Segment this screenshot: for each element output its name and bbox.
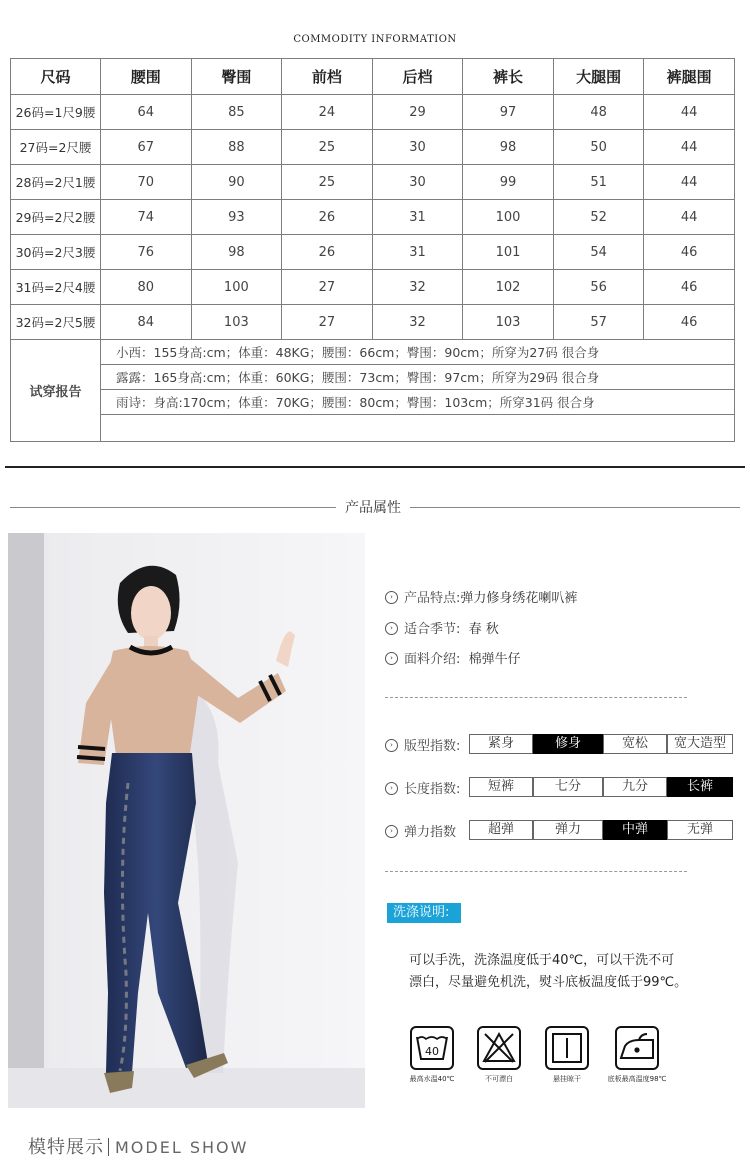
- index-label: 版型指数:: [404, 739, 461, 754]
- measure-cell: 26: [282, 200, 373, 235]
- table-row: [11, 165, 735, 200]
- measure-cell: 70: [101, 165, 192, 200]
- column-header: 前档: [282, 59, 373, 95]
- column-header: 裤腿围: [644, 59, 735, 95]
- measure-cell: 93: [191, 200, 282, 235]
- index-option: 九分: [603, 777, 667, 797]
- wash-line: 可以手洗，洗涤温度低于40℃，可以干洗不可: [409, 953, 675, 968]
- table-row: [11, 130, 735, 165]
- measure-cell: 103: [463, 305, 554, 340]
- measure-cell: 50: [553, 130, 644, 165]
- table-row: [11, 200, 735, 235]
- empty-cell: [101, 415, 735, 442]
- iron-icon: [615, 1026, 659, 1070]
- column-header: 裤长: [463, 59, 554, 95]
- size-cell: 28码=2尺1腰: [11, 165, 101, 200]
- size-cell: 32码=2尺5腰: [11, 305, 101, 340]
- feature-value: 春 秋: [468, 622, 499, 637]
- measure-cell: 31: [372, 235, 463, 270]
- size-cell: 29码=2尺2腰: [11, 200, 101, 235]
- measure-cell: 44: [644, 165, 735, 200]
- table-row: [11, 95, 735, 130]
- trial-row: [11, 340, 735, 365]
- measure-cell: 46: [644, 270, 735, 305]
- measure-cell: 88: [191, 130, 282, 165]
- index-option: 长裤: [667, 777, 733, 797]
- measure-cell: 54: [553, 235, 644, 270]
- feature-label: 产品特点:: [404, 591, 461, 606]
- measure-cell: 51: [553, 165, 644, 200]
- model-show-en: MODEL SHOW: [115, 1138, 249, 1157]
- model-photo: [8, 533, 365, 1108]
- chevron-circle-icon: ›: [385, 652, 398, 665]
- measure-cell: 90: [191, 165, 282, 200]
- index-option: 七分: [533, 777, 603, 797]
- care-item-bleach: [469, 1026, 529, 1084]
- wash-instructions: [409, 950, 687, 994]
- table-row: [11, 270, 735, 305]
- chevron-circle-icon: ›: [385, 782, 398, 795]
- attributes-header: [0, 497, 750, 517]
- measure-cell: 24: [282, 95, 373, 130]
- size-cell: 26码=1尺9腰: [11, 95, 101, 130]
- column-header: 大腿围: [553, 59, 644, 95]
- measure-cell: 27: [282, 305, 373, 340]
- index-option: 短裤: [469, 777, 533, 797]
- trial-report-line: 露露：165身高:cm；体重：60KG；腰围：73cm；臀围：97cm；所穿为29码 很合身: [101, 365, 735, 390]
- index-option: 宽大造型: [667, 734, 733, 754]
- attributes-title: 产品属性: [345, 500, 401, 516]
- chevron-circle-icon: ›: [385, 622, 398, 635]
- care-caption: 不可漂白: [485, 1075, 513, 1083]
- table-header-row: [11, 59, 735, 95]
- index-label: 长度指数:: [404, 782, 461, 797]
- measure-cell: 32: [372, 305, 463, 340]
- heading-separator: [108, 1138, 109, 1156]
- measure-cell: 48: [553, 95, 644, 130]
- measure-cell: 100: [191, 270, 282, 305]
- measure-cell: 99: [463, 165, 554, 200]
- hang-dry-icon: [545, 1026, 589, 1070]
- feature-row-2: [385, 618, 499, 637]
- feature-label: 适合季节:: [404, 622, 461, 637]
- measure-cell: 84: [101, 305, 192, 340]
- measure-cell: 102: [463, 270, 554, 305]
- measure-cell: 100: [463, 200, 554, 235]
- measure-cell: 98: [191, 235, 282, 270]
- index-option: 中弹: [603, 820, 667, 840]
- column-header: 臀围: [191, 59, 282, 95]
- trial-row: [11, 365, 735, 390]
- chevron-circle-icon: ›: [385, 825, 398, 838]
- wash-line: 漂白，尽量避免机洗，熨斗底板温度低于99℃。: [409, 975, 688, 990]
- column-header: 腰围: [101, 59, 192, 95]
- size-cell: 31码=2尺4腰: [11, 270, 101, 305]
- feature-row-3: [385, 648, 521, 667]
- chevron-circle-icon: ›: [385, 739, 398, 752]
- measure-cell: 46: [644, 305, 735, 340]
- index-option: 宽松: [603, 734, 667, 754]
- measure-cell: 25: [282, 165, 373, 200]
- chevron-circle-icon: ›: [385, 591, 398, 604]
- care-item-wash: [402, 1026, 462, 1084]
- measure-cell: 52: [553, 200, 644, 235]
- feature-value: 弹力修身绣花喇叭裤: [460, 591, 578, 606]
- measure-cell: 25: [282, 130, 373, 165]
- measure-cell: 44: [644, 130, 735, 165]
- care-item-iron: [607, 1026, 667, 1084]
- measure-cell: 85: [191, 95, 282, 130]
- measure-cell: 74: [101, 200, 192, 235]
- header-line-right: [410, 507, 740, 508]
- measure-cell: 30: [372, 130, 463, 165]
- svg-text:40: 40: [425, 1045, 439, 1058]
- trial-row-empty: [11, 415, 735, 442]
- column-header: 尺码: [11, 59, 101, 95]
- header-line-left: [10, 507, 336, 508]
- trial-row: [11, 390, 735, 415]
- measure-cell: 57: [553, 305, 644, 340]
- index-label: 弹力指数: [404, 825, 457, 840]
- measure-cell: 44: [644, 95, 735, 130]
- measure-cell: 76: [101, 235, 192, 270]
- measure-cell: 97: [463, 95, 554, 130]
- measure-cell: 27: [282, 270, 373, 305]
- measure-cell: 26: [282, 235, 373, 270]
- measure-cell: 30: [372, 165, 463, 200]
- index-option: 修身: [533, 734, 603, 754]
- measure-cell: 32: [372, 270, 463, 305]
- measure-cell: 29: [372, 95, 463, 130]
- measure-cell: 67: [101, 130, 192, 165]
- size-table: [10, 58, 735, 442]
- section-divider: [5, 466, 745, 468]
- care-caption: 悬挂晾干: [553, 1075, 581, 1083]
- feature-value: 棉弹牛仔: [468, 652, 521, 667]
- measure-cell: 103: [191, 305, 282, 340]
- measure-cell: 44: [644, 200, 735, 235]
- trial-report-label: 试穿报告: [11, 340, 101, 442]
- measure-cell: 98: [463, 130, 554, 165]
- measure-cell: 56: [553, 270, 644, 305]
- wash-40-icon: [410, 1026, 454, 1070]
- index-option: 弹力: [533, 820, 603, 840]
- index-option: 无弹: [667, 820, 733, 840]
- wash-title-badge: 洗涤说明:: [387, 903, 461, 923]
- measure-cell: 101: [463, 235, 554, 270]
- feature-label: 面料介绍:: [404, 652, 461, 667]
- care-caption: 最高水温40℃: [409, 1075, 455, 1083]
- dashed-divider: [385, 697, 687, 698]
- care-caption: 底板最高温度98℃: [607, 1075, 667, 1083]
- column-header: 后档: [372, 59, 463, 95]
- size-cell: 30码=2尺3腰: [11, 235, 101, 270]
- no-bleach-icon: [477, 1026, 521, 1070]
- measure-cell: 46: [644, 235, 735, 270]
- index-option: 超弹: [469, 820, 533, 840]
- table-row: [11, 305, 735, 340]
- measure-cell: 64: [101, 95, 192, 130]
- size-cell: 27码=2尺腰: [11, 130, 101, 165]
- trial-report-line: 雨诗：身高:170cm；体重：70KG；腰围：80cm；臀围：103cm；所穿31码 很合身: [101, 390, 735, 415]
- measure-cell: 31: [372, 200, 463, 235]
- feature-row-1: [385, 587, 577, 606]
- size-table-title: COMMODITY INFORMATION: [293, 34, 457, 45]
- index-option: 紧身: [469, 734, 533, 754]
- table-row: [11, 235, 735, 270]
- dashed-divider: [385, 871, 687, 872]
- model-show-cn: 模特展示: [28, 1137, 104, 1158]
- care-item-hang: [537, 1026, 597, 1084]
- measure-cell: 80: [101, 270, 192, 305]
- model-show-heading: [28, 1133, 248, 1159]
- trial-report-line: 小西：155身高:cm；体重：48KG；腰围：66cm；臀围：90cm；所穿为27码 很合身: [101, 340, 735, 365]
